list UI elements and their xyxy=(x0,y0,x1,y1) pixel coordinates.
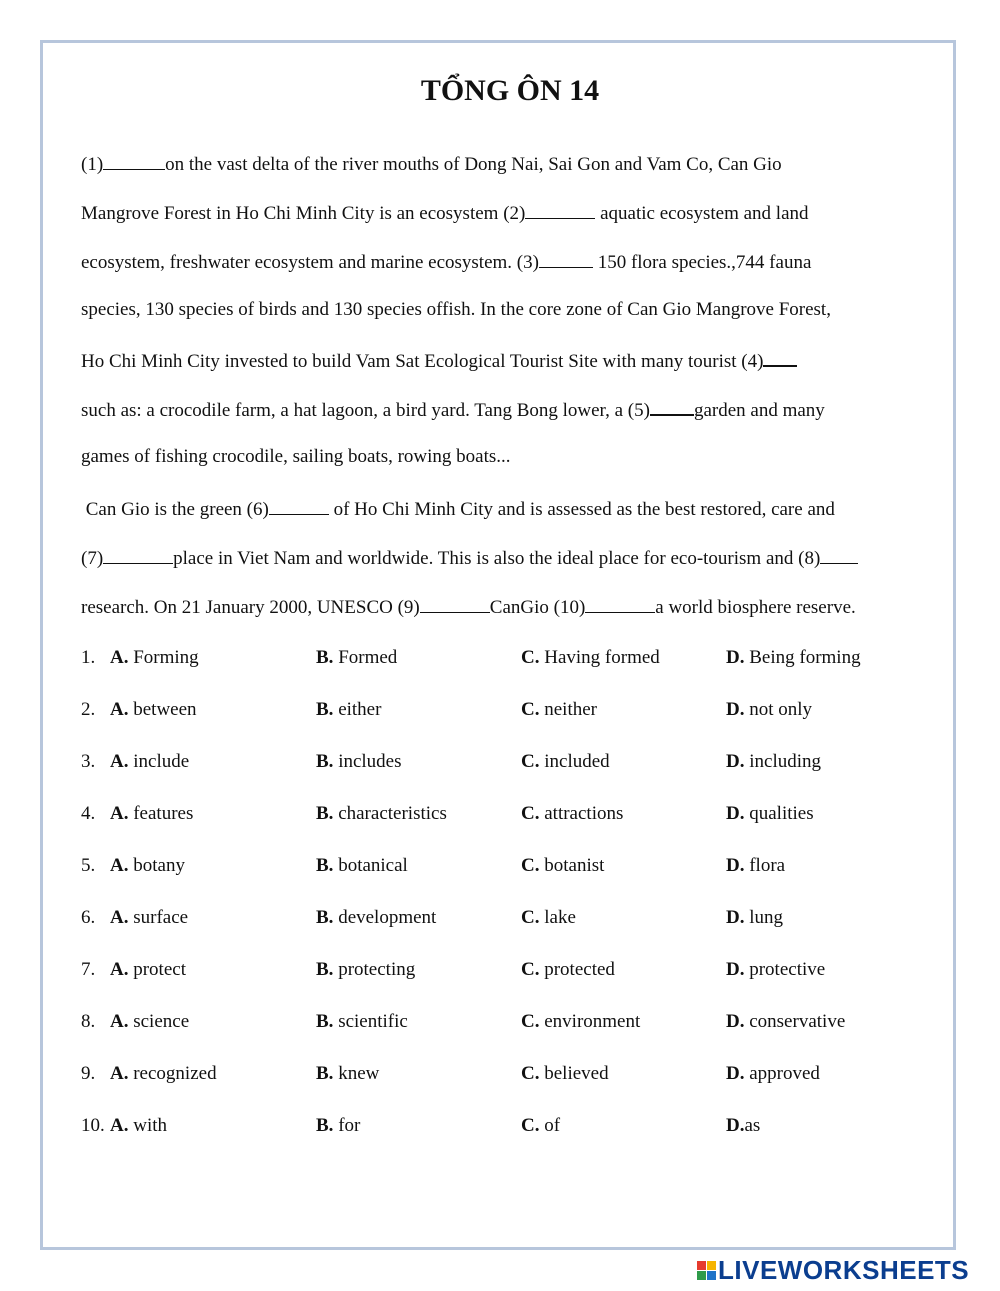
option-c[interactable]: C. lake xyxy=(521,907,576,928)
option-b[interactable]: B. for xyxy=(316,1115,361,1136)
liveworksheets-logo xyxy=(697,1252,969,1288)
option-b[interactable]: B. knew xyxy=(316,1063,380,1084)
blank-8 xyxy=(820,545,858,564)
passage-line: Ho Chi Minh City invested to build Vam Sat Ecological Tourist Site with many tourist (4) xyxy=(81,347,797,374)
option-c[interactable]: C. included xyxy=(521,751,610,772)
option-c[interactable]: C. believed xyxy=(521,1063,609,1084)
option-a[interactable]: A. recognized xyxy=(110,1063,217,1084)
option-c[interactable]: C. neither xyxy=(521,699,597,720)
passage-line: Can Gio is the green (6) of Ho Chi Minh City and is assessed as the best restored, care and xyxy=(81,496,835,522)
page-title: TỔNG ÔN 14 xyxy=(420,74,600,107)
option-a[interactable]: A. between xyxy=(110,699,197,720)
option-c[interactable]: C. botanist xyxy=(521,855,605,876)
passage-line: (7) place in Viet Nam and worldwide. This is also the ideal place for eco-tourism and (8) xyxy=(81,545,858,571)
option-b[interactable]: B. characteristics xyxy=(316,803,447,824)
option-d[interactable]: D. conservative xyxy=(726,1011,846,1032)
blank-4 xyxy=(763,347,797,367)
passage-line: games of fishing crocodile, sailing boats, rowing boats... xyxy=(81,446,511,467)
option-c[interactable]: C. of xyxy=(521,1115,561,1136)
blank-7 xyxy=(103,545,173,564)
option-a[interactable]: A. features xyxy=(110,803,194,824)
passage-line: such as: a crocodile farm, a hat lagoon, a bird yard. Tang Bong lower, a (5) garden and many xyxy=(81,396,825,423)
logo-text: LIVEWORKSHEETS xyxy=(718,1254,970,1285)
blank-5 xyxy=(650,396,694,416)
option-d[interactable]: D. qualities xyxy=(726,803,814,824)
option-b[interactable]: B. scientific xyxy=(316,1011,408,1032)
option-b[interactable]: B. botanical xyxy=(316,855,408,876)
blank-2 xyxy=(525,200,595,219)
logo-squares-icon xyxy=(697,1261,716,1280)
blank-1 xyxy=(103,151,165,170)
question-number: 2. xyxy=(81,699,96,720)
option-c[interactable]: C. environment xyxy=(521,1011,641,1032)
question-number: 8. xyxy=(81,1011,96,1032)
passage-line: (1) on the vast delta of the river mouths of Dong Nai, Sai Gon and Vam Co, Can Gio xyxy=(81,151,782,177)
option-a[interactable]: A. botany xyxy=(110,855,185,876)
option-c[interactable]: C. protected xyxy=(521,959,615,980)
question-number: 9. xyxy=(81,1063,96,1084)
blank-3 xyxy=(539,249,593,268)
question-number: 3. xyxy=(81,751,96,772)
question-number: 10. xyxy=(81,1115,105,1136)
option-a[interactable]: A. Forming xyxy=(110,647,199,668)
question-number: 1. xyxy=(81,647,96,668)
option-c[interactable]: C. Having formed xyxy=(521,647,660,668)
option-d[interactable]: D. protective xyxy=(726,959,826,980)
passage-line: Mangrove Forest in Ho Chi Minh City is an ecosystem (2) aquatic ecosystem and land xyxy=(81,200,809,226)
option-a[interactable]: A. science xyxy=(110,1011,190,1032)
option-a[interactable]: A. include xyxy=(110,751,190,772)
option-d[interactable]: D. not only xyxy=(726,699,813,720)
option-d[interactable]: D. including xyxy=(726,751,822,772)
option-d[interactable]: D. approved xyxy=(726,1063,820,1084)
option-b[interactable]: B. either xyxy=(316,699,382,720)
option-b[interactable]: B. includes xyxy=(316,751,402,772)
option-b[interactable]: B. Formed xyxy=(316,647,398,668)
passage-line: ecosystem, freshwater ecosystem and marine ecosystem. (3) 150 flora species.,744 fauna xyxy=(81,249,811,275)
blank-10 xyxy=(585,594,655,613)
question-number: 4. xyxy=(81,803,96,824)
passage-line: research. On 21 January 2000, UNESCO (9) CanGio (10) a world biosphere reserve. xyxy=(81,594,856,620)
option-d[interactable]: D.as xyxy=(726,1115,761,1136)
option-d[interactable]: D. Being forming xyxy=(726,647,861,668)
option-b[interactable]: B. protecting xyxy=(316,959,416,980)
option-d[interactable]: D. flora xyxy=(726,855,786,876)
question-number: 6. xyxy=(81,907,96,928)
option-b[interactable]: B. development xyxy=(316,907,437,928)
blank-9 xyxy=(420,594,490,613)
question-number: 7. xyxy=(81,959,96,980)
option-c[interactable]: C. attractions xyxy=(521,803,624,824)
blank-6 xyxy=(269,496,329,515)
option-a[interactable]: A. surface xyxy=(110,907,189,928)
passage-line: species, 130 species of birds and 130 species offish. In the core zone of Can Gio Mangrove Forest, xyxy=(81,299,831,320)
option-d[interactable]: D. lung xyxy=(726,907,784,928)
question-number: 5. xyxy=(81,855,96,876)
option-a[interactable]: A. with xyxy=(110,1115,168,1136)
option-a[interactable]: A. protect xyxy=(110,959,186,980)
